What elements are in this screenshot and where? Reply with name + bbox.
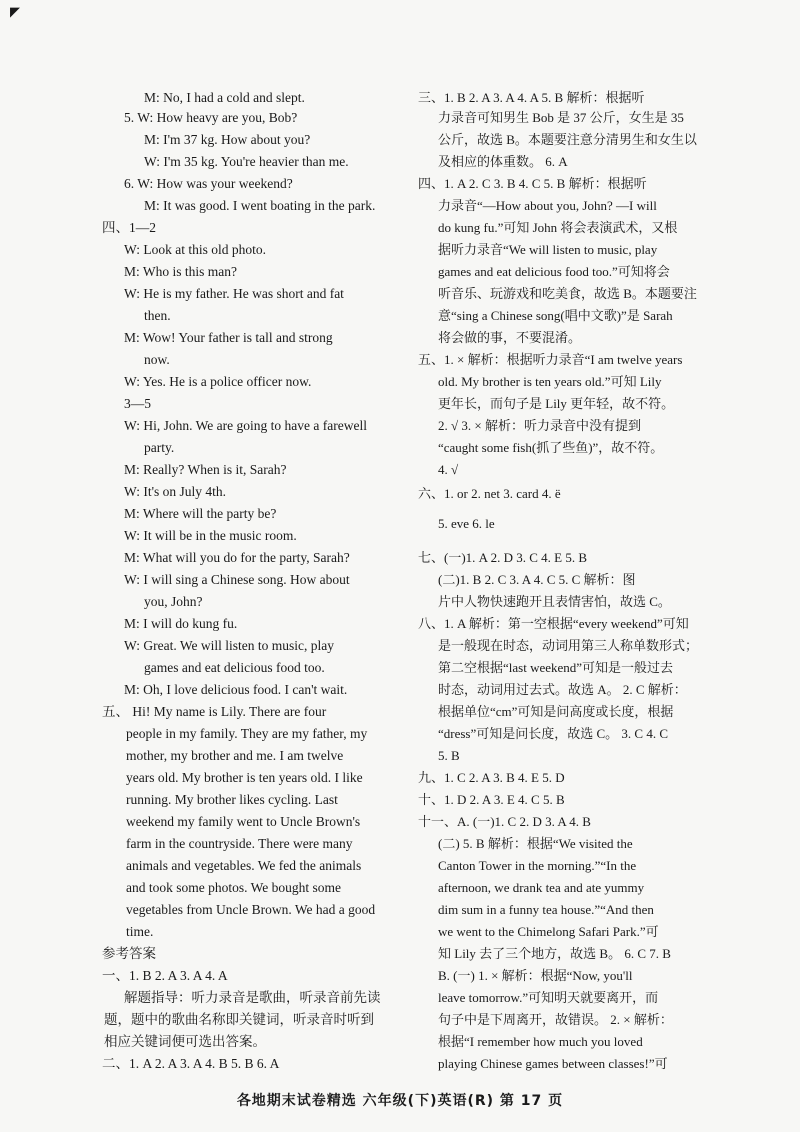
text-line: 6. W: How was your weekend? — [124, 176, 293, 191]
text-line: time. — [126, 924, 154, 939]
text-line: W: Yes. He is a police officer now. — [124, 374, 312, 389]
text-line: (二) 5. B 解析：根据“We visited the — [438, 836, 633, 851]
text-line: M: Oh, I love delicious food. I can't wait. — [124, 682, 348, 697]
text-line: animals and vegetables. We fed the animals — [126, 858, 362, 873]
text-line: 听音乐、玩游戏和吃美食，故选 B。本题要注 — [438, 286, 697, 301]
text-line: 八、1. A 解析：第一空根据“every weekend”可知 — [418, 616, 689, 631]
text-line: games and eat delicious food too. — [144, 660, 325, 675]
text-line: we went to the Chimelong Safari Park.”可 — [438, 924, 659, 939]
text-line: 4. √ — [438, 462, 459, 477]
text-line: now. — [144, 352, 170, 367]
corner-mark: ◤ — [10, 4, 20, 19]
text-line: 四、1. A 2. C 3. B 4. C 5. B 解析：根据听 — [418, 176, 647, 191]
text-line: 六、1. or 2. net 3. card 4. ë — [418, 486, 561, 501]
text-line: 意“sing a Chinese song(唱中文歌)”是 Sarah — [438, 308, 673, 323]
text-line: W: I will sing a Chinese song. How about — [124, 572, 350, 587]
text-line: Canton Tower in the morning.”“In the — [438, 858, 637, 873]
text-line: M: Where will the party be? — [124, 506, 277, 521]
text-line: old. My brother is ten years old.”可知 Lily — [438, 374, 662, 389]
text-line: 四、1—2 — [102, 220, 156, 235]
text-line: 5. W: How heavy are you, Bob? — [124, 110, 298, 125]
text-line: people in my family. They are my father, my — [126, 726, 368, 741]
text-line: W: Hi, John. We are going to have a farewell — [124, 418, 367, 433]
text-line: M: No, I had a cold and slept. — [144, 90, 305, 105]
text-line: 及相应的体重数。 6. A — [438, 154, 568, 169]
text-line: 根据“I remember how much you loved — [438, 1034, 643, 1049]
text-line: 题，题中的歌曲名称即关键词，听录音时听到 — [104, 1012, 374, 1027]
text-line: W: He is my father. He was short and fat — [124, 286, 344, 301]
text-line: vegetables from Uncle Brown. We had a good — [126, 902, 376, 917]
text-line: (二)1. B 2. C 3. A 4. C 5. C 解析：图 — [438, 572, 636, 587]
text-line: and took some photos. We bought some — [126, 880, 342, 895]
text-line: party. — [144, 440, 175, 455]
text-line: “dress”可知是问长度，故选 C。 3. C 4. C — [438, 726, 669, 741]
text-line: mother, my brother and me. I am twelve — [126, 748, 344, 763]
text-line: do kung fu.”可知 John 将会表演武术，又根 — [438, 220, 678, 235]
text-line: 第二空根据“last weekend”可知是一般过去 — [438, 660, 674, 675]
text-line: farm in the countryside. There were many — [126, 836, 353, 851]
text-line: dim sum in a funny tea house.”“And then — [438, 902, 654, 917]
text-line: M: Really? When is it, Sarah? — [124, 462, 287, 477]
text-line: W: I'm 35 kg. You're heavier than me. — [144, 154, 349, 169]
text-line: 将会做的事，不要混淆。 — [438, 330, 582, 345]
text-line: B. (一) 1. × 解析：根据“Now, you'll — [438, 968, 633, 983]
text-line: 十一、A. (一)1. C 2. D 3. A 4. B — [418, 814, 591, 829]
text-line: M: I'm 37 kg. How about you? — [144, 132, 311, 147]
text-line: 2. √ 3. × 解析：听力录音中没有提到 — [438, 418, 641, 433]
text-line: 根据单位“cm”可知是问高度或长度，根据 — [438, 704, 674, 719]
text-line: W: It will be in the music room. — [124, 528, 297, 543]
text-line: 五、 Hi! My name is Lily. There are four — [102, 704, 327, 719]
text-line: W: It's on July 4th. — [124, 484, 227, 499]
text-line: 五、1. × 解析：根据听力录音“I am twelve years — [418, 352, 683, 367]
text-line: “caught some fish(抓了些鱼)”，故不符。 — [438, 440, 664, 455]
text-line: 时态，动词用过去式。故选 A。 2. C 解析： — [438, 682, 687, 697]
text-line: 是一般现在时态，动词用第三人称单数形式； — [438, 638, 699, 653]
text-line: 九、1. C 2. A 3. B 4. E 5. D — [418, 770, 565, 785]
text-line: leave tomorrow.”可知明天就要离开，而 — [438, 990, 659, 1005]
text-line: you, John? — [144, 594, 203, 609]
text-line: then. — [144, 308, 171, 323]
text-line: M: What will you do for the party, Sarah? — [124, 550, 350, 565]
text-line: W: Look at this old photo. — [124, 242, 266, 257]
text-line: W: Great. We will listen to music, play — [124, 638, 334, 653]
text-line: 3—5 — [124, 396, 151, 411]
text-line: 知 Lily 去了三个地方，故选 B。 6. C 7. B — [438, 946, 671, 961]
text-line: 十、1. D 2. A 3. E 4. C 5. B — [418, 792, 565, 807]
text-line: 力录音可知男生 Bob 是 37 公斤，女生是 35 — [438, 110, 684, 125]
text-line: 二、1. A 2. A 3. A 4. B 5. B 6. A — [102, 1056, 280, 1071]
text-line: 据听力录音“We will listen to music, play — [438, 242, 658, 257]
text-line: 句子中是下周离开，故错误。 2. × 解析： — [438, 1012, 673, 1027]
text-line: M: I will do kung fu. — [124, 616, 238, 631]
text-line: 5. eve 6. le — [438, 516, 495, 531]
text-line: 解题指导：听力录音是歌曲，听录音前先读 — [124, 990, 381, 1005]
text-line: 公斤，故选 B。本题要注意分清男生和女生以 — [438, 132, 697, 147]
text-line: 5. B — [438, 748, 460, 763]
text-line: 力录音“—How about you, John? —I will — [438, 198, 657, 213]
text-line: 片中人物快速跑开且表情害怕，故选 C。 — [438, 594, 671, 609]
text-line: M: Who is this man? — [124, 264, 237, 279]
text-line: weekend my family went to Uncle Brown's — [126, 814, 361, 829]
text-line: 参考答案 — [102, 946, 156, 961]
text-line: years old. My brother is ten years old. I like — [126, 770, 363, 785]
text-line: 一、1. B 2. A 3. A 4. A — [102, 968, 228, 983]
text-line: running. My brother likes cycling. Last — [126, 792, 338, 807]
text-line: games and eat delicious food too.”可知将会 — [438, 264, 670, 279]
text-line: 三、1. B 2. A 3. A 4. A 5. B 解析：根据听 — [418, 90, 645, 105]
text-line: M: Wow! Your father is tall and strong — [124, 330, 333, 345]
text-line: afternoon, we drank tea and ate yummy — [438, 880, 645, 895]
text-line: 七、(一)1. A 2. D 3. C 4. E 5. B — [418, 550, 588, 565]
text-line: M: It was good. I went boating in the park. — [144, 198, 376, 213]
text-line: playing Chinese games between classes!”可 — [438, 1056, 668, 1071]
text-line: 相应关键词便可选出答案。 — [104, 1034, 266, 1049]
page-footer: 各地期末试卷精选 六年级(下)英语(R) 第 17 页 — [236, 1093, 564, 1109]
text-line: 更年长，而句子是 Lily 更年轻，故不符。 — [438, 396, 675, 411]
